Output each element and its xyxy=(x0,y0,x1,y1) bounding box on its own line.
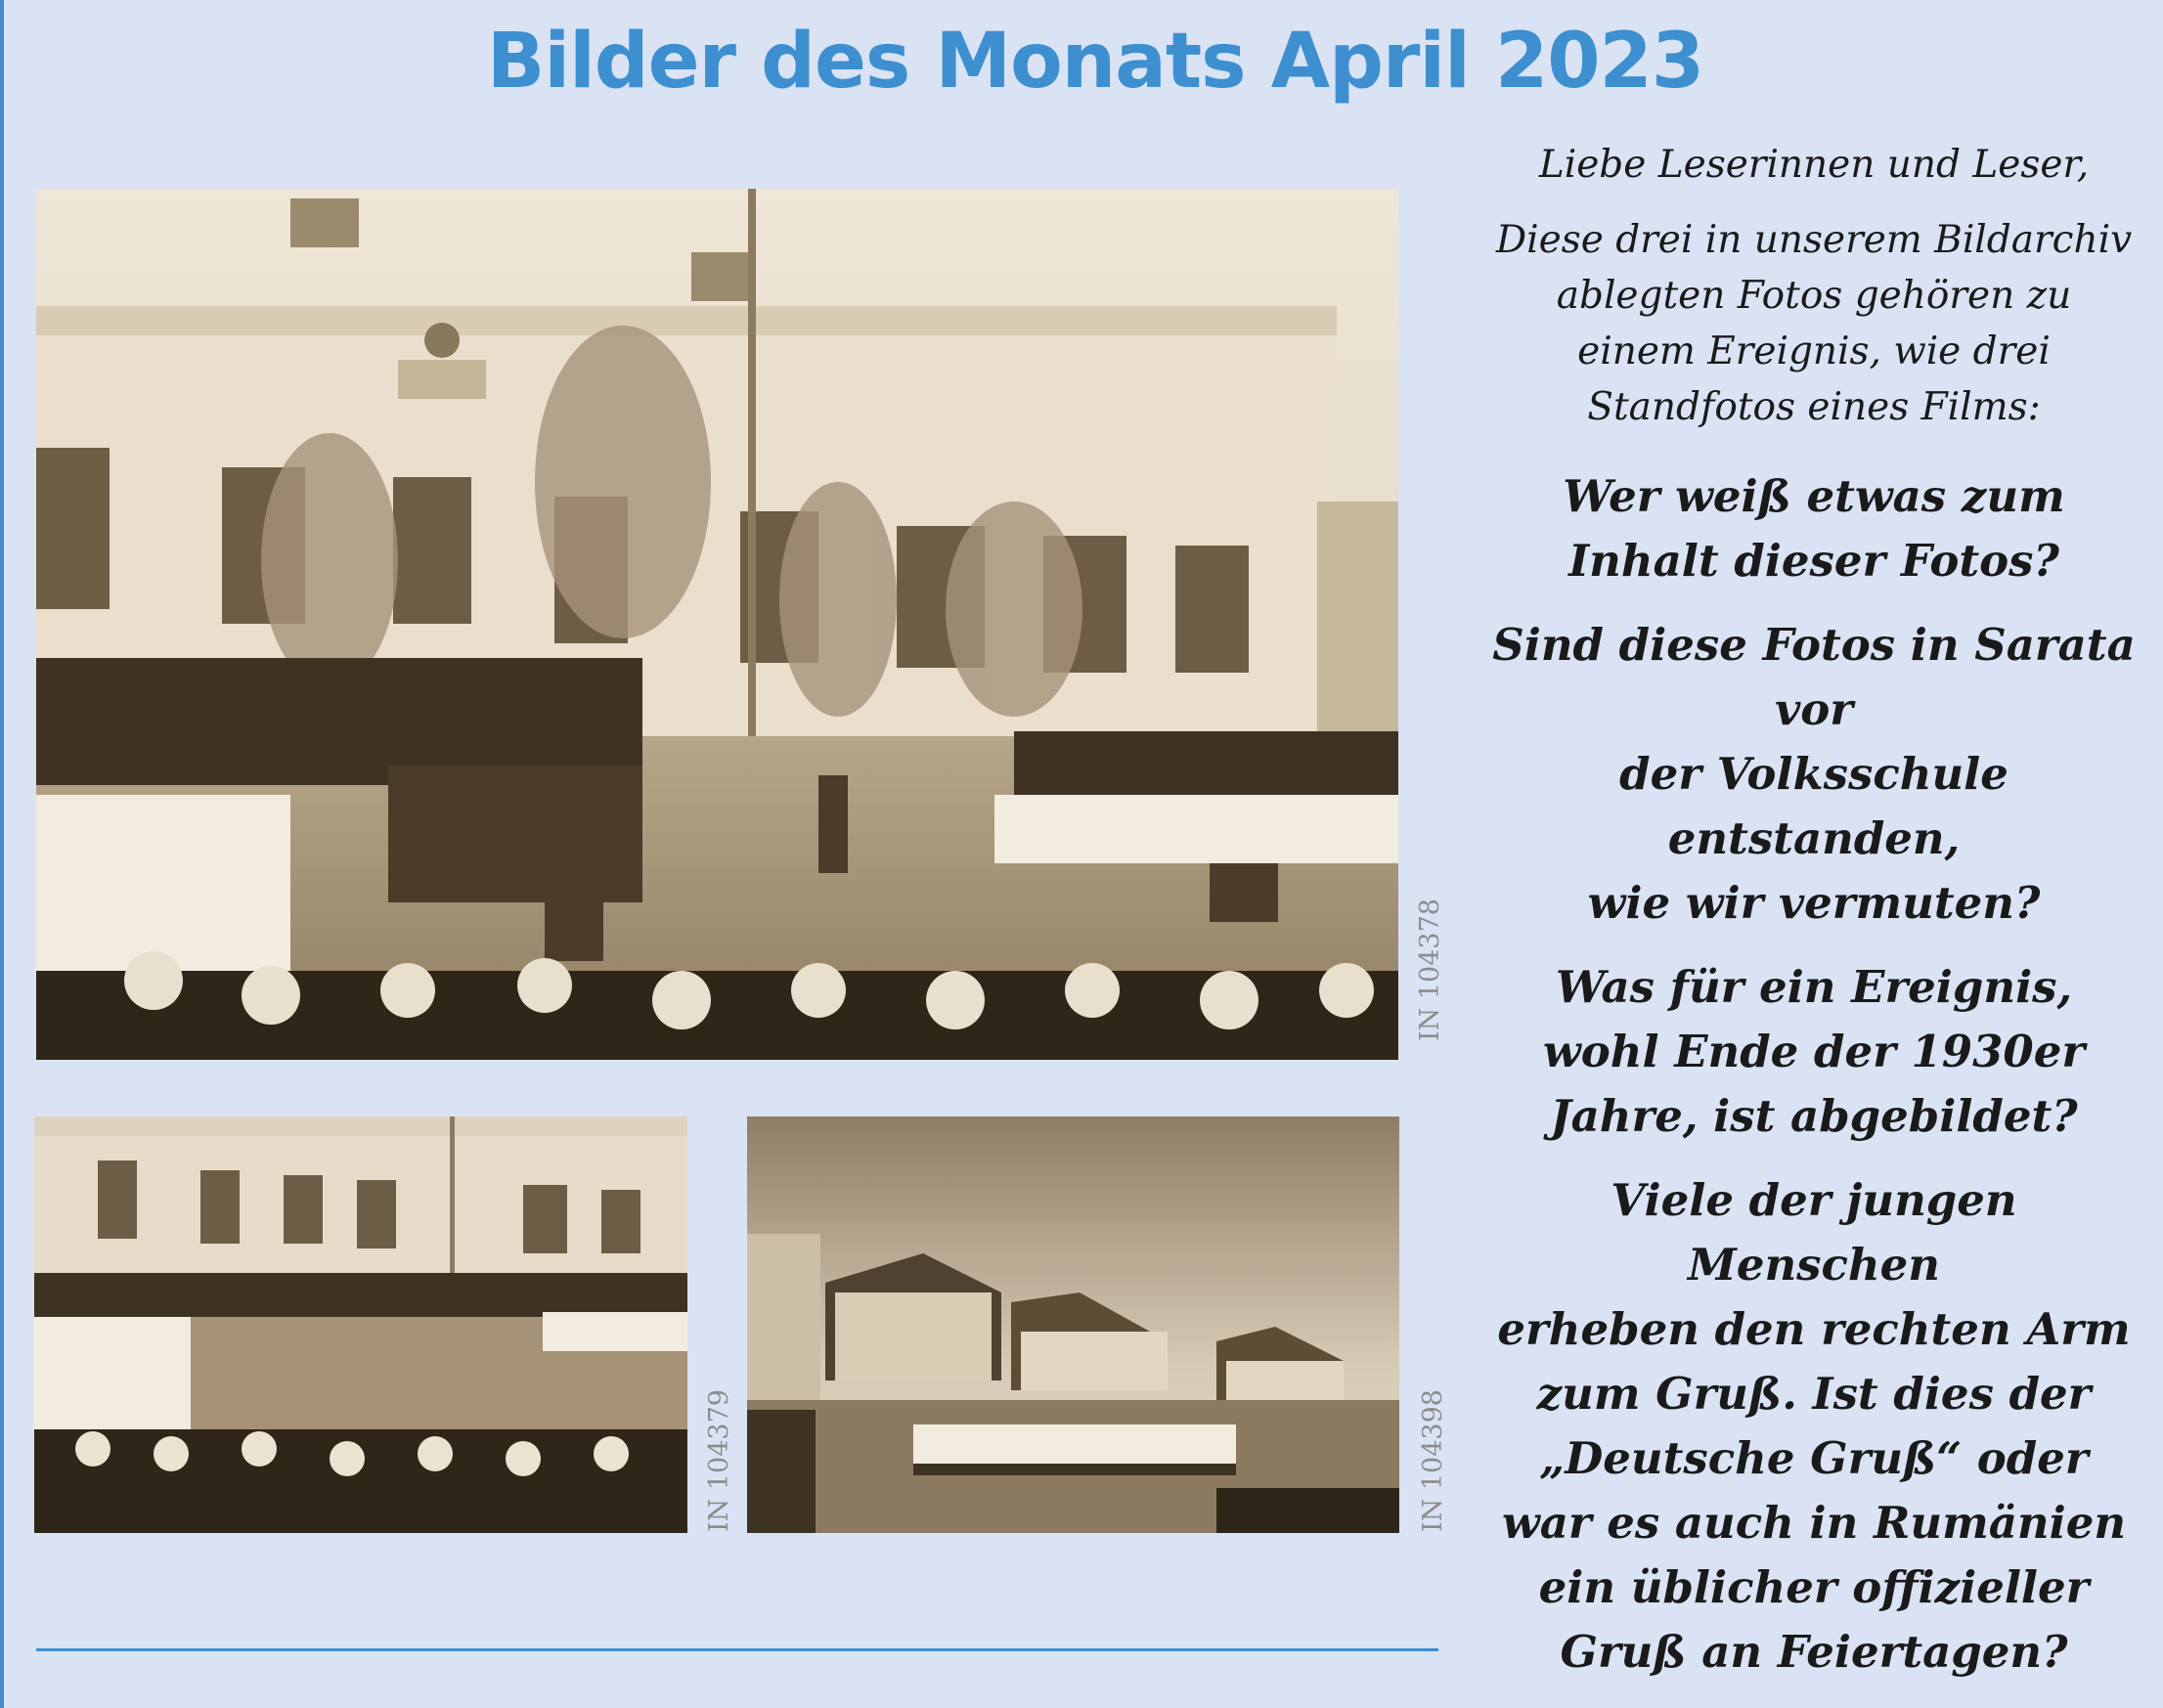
question-line: „Deutsche Gruß“ oder xyxy=(1539,1432,2089,1484)
bottom-divider xyxy=(36,1648,1438,1651)
archive-photo-bottom-right xyxy=(747,1117,1399,1533)
question-line: Wer weiß etwas zum xyxy=(1563,470,2065,522)
intro-paragraph xyxy=(1491,212,2137,435)
question-line: zum Gruß. Ist dies der xyxy=(1536,1368,2092,1420)
archive-id-main: IN 104378 xyxy=(1415,898,1445,1041)
question-2 xyxy=(1491,613,2137,936)
archive-photo-bottom-left xyxy=(34,1117,687,1533)
question-line: Inhalt dieser Fotos? xyxy=(1568,535,2059,587)
question-line: Was für ein Ereignis, xyxy=(1555,961,2073,1013)
question-line: wie wir vermuten? xyxy=(1587,877,2041,929)
greeting: Liebe Leserinnen und Leser, xyxy=(1538,143,2090,187)
intro-line: Diese drei in unserem Bildarchiv xyxy=(1495,218,2133,262)
question-line: erheben den rechten Arm xyxy=(1497,1303,2131,1355)
question-3 xyxy=(1491,955,2137,1149)
archive-photo-main xyxy=(36,189,1398,1060)
intro-line: Standfotos eines Films: xyxy=(1587,385,2041,429)
question-line: wohl Ende der 1930er xyxy=(1542,1026,2086,1077)
left-border-rule xyxy=(0,0,4,1708)
intro-line: ablegten Fotos gehören zu xyxy=(1556,274,2072,318)
text-column xyxy=(1491,137,2137,1685)
page-title: Bilder des Monats April 2023 xyxy=(486,18,1704,106)
question-4 xyxy=(1491,1168,2137,1685)
question-line: Sind diese Fotos in Sarata vor xyxy=(1492,619,2136,735)
archive-id-bottom-right: IN 104398 xyxy=(1418,1389,1448,1532)
question-line: Jahre, ist abgebildet? xyxy=(1550,1090,2078,1142)
intro-line: einem Ereignis, wie drei xyxy=(1577,329,2051,373)
question-line: der Volksschule entstanden, xyxy=(1619,748,2008,864)
question-line: Gruß an Feiertagen? xyxy=(1560,1626,2068,1678)
question-line: ein üblicher offizieller xyxy=(1538,1561,2090,1613)
question-1 xyxy=(1491,464,2137,593)
archive-id-bottom-left: IN 104379 xyxy=(704,1389,734,1532)
question-line: Viele der jungen Menschen xyxy=(1611,1174,2017,1291)
question-line: war es auch in Rumänien xyxy=(1501,1497,2127,1549)
